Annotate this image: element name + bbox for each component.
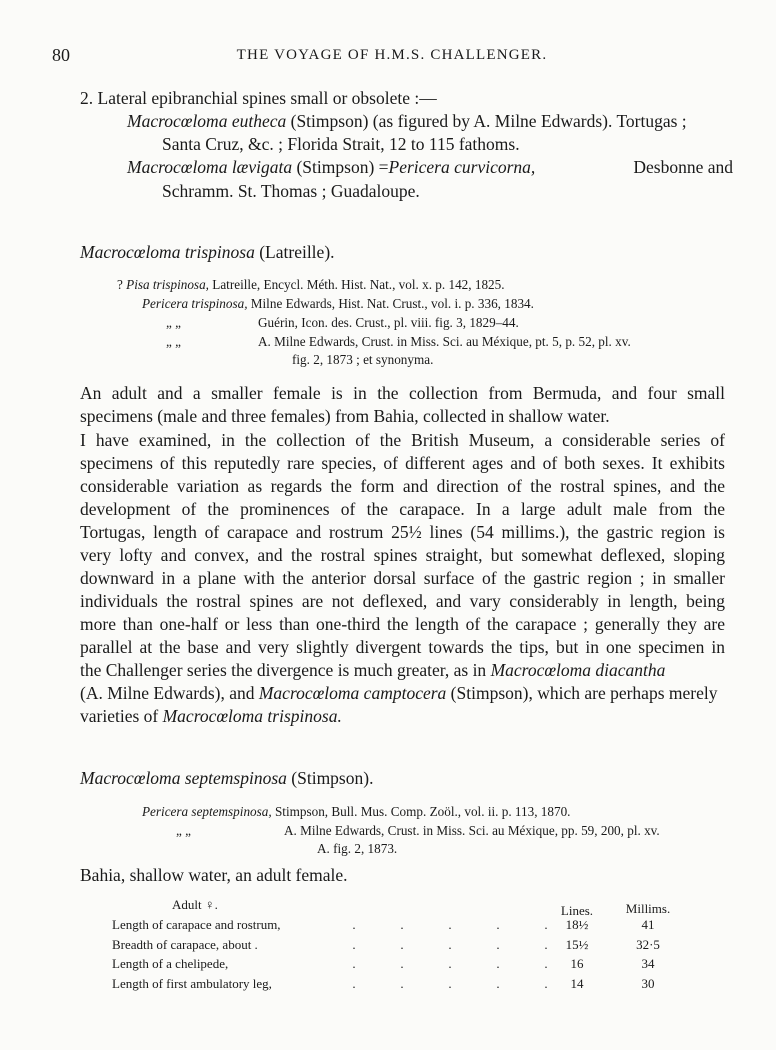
- table-caption: Adult ♀.: [172, 897, 218, 912]
- table-row: Length of a chelipede, . . . . . 16 34: [112, 956, 655, 971]
- paragraph-line: more than one-half or less than one-third the length of the carapace ; generally they are: [80, 614, 725, 634]
- table-row: Length of first ambulatory leg, . . . . . 14 30: [112, 975, 655, 991]
- paragraph-line: varieties of Macrocœloma trispinosa.: [80, 706, 342, 726]
- synonymy-line: „ „ A. Milne Edwards, Crust. in Miss. Sci. au Méxique, pp. 59, 200, pl. xv.: [176, 823, 660, 838]
- taxon-name: Macrocœloma lævigata: [127, 157, 293, 177]
- column-header-lines: Lines.: [560, 903, 594, 918]
- page-header: [52, 45, 732, 69]
- taxon-name: Macrocœloma eutheca: [127, 111, 287, 131]
- paragraph-line: Tortugas, length of carapace and rostrum 25½ lines (54 millims.), the gastric region is: [80, 522, 725, 542]
- paragraph-line: specimens of this reputedly rare species, of different ages and of both sexes. It exhibits: [80, 453, 725, 473]
- key-entry-2-line-2: Schramm. St. Thomas ; Guadaloupe.: [162, 181, 420, 201]
- paragraph-line: An adult and a smaller female is in the collection from Bermuda, and four small: [80, 383, 725, 403]
- synonymy-line: Pericera septemspinosa, Stimpson, Bull. Mus. Comp. Zoöl., vol. ii. p. 113, 1870.: [142, 804, 571, 819]
- key-entry-1-line-1: Macrocœloma eutheca (Stimpson) (as figured by A. Milne Edwards). Tortugas ;: [127, 111, 687, 131]
- paragraph-line: very lofty and convex, and the rostral spines straight, but somewhat deflexed, sloping: [80, 545, 725, 565]
- measurements-table: [112, 897, 692, 995]
- key-item-2: 2. Lateral epibranchial spines small or obsolete :—: [80, 88, 437, 108]
- paragraph-line: considerable variation as regards the form and direction of the rostral spines, and the: [80, 476, 725, 496]
- paragraph-line: I have examined, in the collection of the British Museum, a considerable series of: [80, 430, 725, 450]
- paragraph-line: specimens (male and three females) from Bahia, collected in shallow water.: [80, 406, 610, 426]
- synonymy-line: A. fig. 2, 1873.: [317, 841, 398, 856]
- table-header: [112, 897, 692, 917]
- synonymy-line: ? Pisa trispinosa, Latreille, Encycl. Méth. Hist. Nat., vol. x. p. 142, 1825.: [117, 277, 505, 292]
- species-heading: Macrocœloma septemspinosa (Stimpson).: [80, 768, 374, 788]
- paragraph-line: downward in a plane with the anterior dorsal surface of the gastric region ; in smaller: [80, 568, 725, 588]
- locality-line: Bahia, shallow water, an adult female.: [80, 865, 348, 885]
- key-entry-1-line-2: Santa Cruz, &c. ; Florida Strait, 12 to 115 fathoms.: [162, 134, 520, 154]
- column-header-millims: Millims.: [625, 901, 671, 916]
- table-row: Breadth of carapace, about . . . . . . 15½ 32·5: [112, 936, 660, 952]
- table-row: Length of carapace and rostrum, . . . . . 18½ 41: [112, 917, 655, 932]
- paragraph-line: development of the prominences of the carapace. In a large adult male from the: [80, 499, 725, 519]
- key-entry-2-line-1: Macrocœloma lævigata (Stimpson) =Pericera curvicorna, Desbonne and: [127, 157, 733, 177]
- synonymy-line: Pericera trispinosa, Milne Edwards, Hist. Nat. Crust., vol. i. p. 336, 1834.: [142, 296, 534, 311]
- synonymy-line: „ „ Guérin, Icon. des. Crust., pl. viii. fig. 3, 1829–44.: [166, 315, 519, 330]
- page-number: 80: [52, 45, 70, 65]
- synonymy-line: „ „ A. Milne Edwards, Crust. in Miss. Sci. au Méxique, pt. 5, p. 52, pl. xv.: [166, 334, 631, 349]
- running-title: THE VOYAGE OF H.M.S. CHALLENGER.: [236, 47, 548, 63]
- paragraph-line: the Challenger series the divergence is much greater, as in Macrocœloma diacantha: [80, 660, 666, 680]
- paragraph-line: individuals the rostral spines are not deflexed, and vary considerably in length, being: [80, 591, 725, 611]
- synonymy-line: fig. 2, 1873 ; et synonyma.: [292, 352, 434, 367]
- paragraph-line: (A. Milne Edwards), and Macrocœloma camptocera (Stimpson), which are perhaps merely: [80, 683, 718, 703]
- paragraph-line: parallel at the base and very slightly divergent towards the tips, but in one specimen in: [80, 637, 725, 657]
- species-heading: Macrocœloma trispinosa (Latreille).: [80, 242, 335, 262]
